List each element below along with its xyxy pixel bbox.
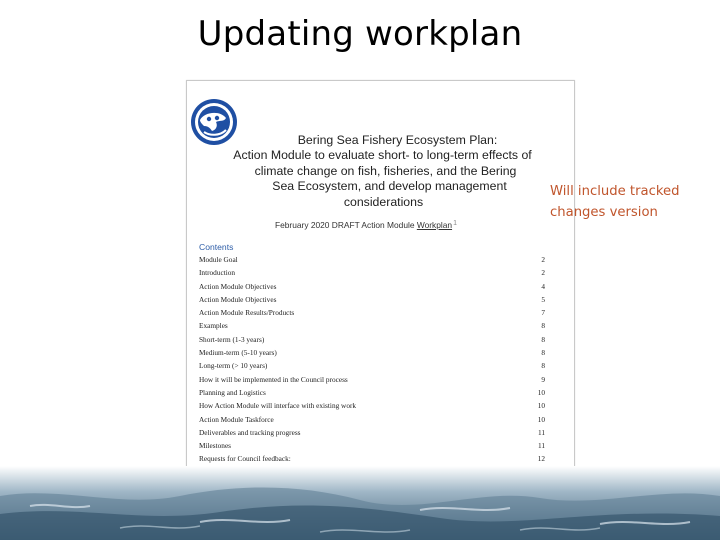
table-of-contents: [199, 253, 545, 466]
toc-item-page: 12: [537, 454, 545, 464]
heading-line: considerations: [343, 194, 424, 209]
toc-item[interactable]: [199, 266, 545, 279]
toc-item[interactable]: [199, 280, 545, 293]
toc-item[interactable]: [199, 293, 545, 306]
toc-item[interactable]: [199, 253, 545, 266]
subtitle-text: February 2020 DRAFT Action Module: [275, 220, 417, 230]
toc-item[interactable]: [199, 333, 545, 346]
toc-item-page: 8: [541, 361, 545, 371]
toc-item-label: Short-term (1-3 years): [199, 334, 265, 344]
toc-item-label: Deliverables and tracking progress: [199, 427, 301, 437]
toc-item-page: 8: [541, 348, 545, 358]
document-screenshot: [186, 80, 575, 467]
toc-item-label: Long-term (> 10 years): [199, 361, 268, 371]
toc-item[interactable]: [199, 346, 545, 359]
toc-item-label: Introduction: [199, 268, 236, 278]
toc-item-page: 10: [537, 387, 545, 397]
toc-item-page: 11: [537, 441, 545, 451]
toc-item[interactable]: [199, 306, 545, 319]
toc-item-page: 2: [541, 255, 545, 264]
toc-item[interactable]: [199, 373, 545, 386]
toc-item-label: Action Module Objectives: [199, 294, 277, 304]
toc-item-page: 9: [541, 374, 545, 384]
heading-line: Bering Sea Fishery Ecosystem Plan:: [297, 133, 498, 147]
toc-item-page: 4: [541, 281, 545, 291]
toc-item-page: 5: [541, 294, 545, 304]
toc-item-label: Action Module Results/Products: [199, 308, 295, 318]
contents-heading: Contents: [199, 242, 234, 252]
toc-item-page: 2: [541, 268, 545, 278]
slide-note: Will include tracked changes version: [550, 184, 680, 220]
toc-item-label: Milestones: [199, 441, 232, 451]
document-heading: [187, 133, 574, 210]
toc-item-label: Action Module Taskforce: [199, 414, 274, 424]
toc-item-page: 8: [541, 321, 545, 331]
toc-item-page: 10: [537, 401, 545, 411]
toc-item[interactable]: [199, 439, 545, 452]
comment-marker: 1: [453, 220, 457, 227]
toc-item-label: How it will be implemented in the Council process: [199, 374, 348, 384]
toc-item[interactable]: [199, 386, 545, 399]
toc-item-label: Module Goal: [199, 255, 238, 264]
heading-line: Sea Ecosystem, and develop management: [272, 179, 507, 194]
toc-item[interactable]: [199, 319, 545, 332]
toc-item-label: How Action Module will interface with existing work: [199, 401, 357, 411]
toc-item-label: Planning and Logistics: [199, 387, 266, 397]
toc-item-page: 10: [537, 414, 545, 424]
toc-item[interactable]: [199, 452, 545, 465]
document-subtitle: [275, 220, 457, 230]
toc-item-page: 11: [537, 427, 545, 437]
heading-line: climate change on fish, fisheries, and the Bering: [254, 163, 517, 178]
toc-item-page: 8: [541, 334, 545, 344]
toc-item-label: Requests for Council feedback:: [199, 454, 291, 464]
toc-item[interactable]: [199, 426, 545, 439]
subtitle-underlined: Workplan: [416, 220, 453, 230]
toc-item[interactable]: [199, 413, 545, 426]
toc-item-page: 7: [541, 308, 545, 318]
ocean-water-image: [0, 466, 720, 540]
toc-item-label: Medium-term (5-10 years): [199, 348, 277, 358]
slide-title: Updating workplan: [197, 14, 523, 54]
heading-line: Action Module to evaluate short- to long-term effects of: [233, 148, 532, 163]
toc-item-label: Action Module Objectives: [199, 281, 277, 291]
toc-item[interactable]: [199, 359, 545, 372]
toc-item[interactable]: [199, 399, 545, 412]
toc-item-label: Examples: [199, 321, 228, 331]
